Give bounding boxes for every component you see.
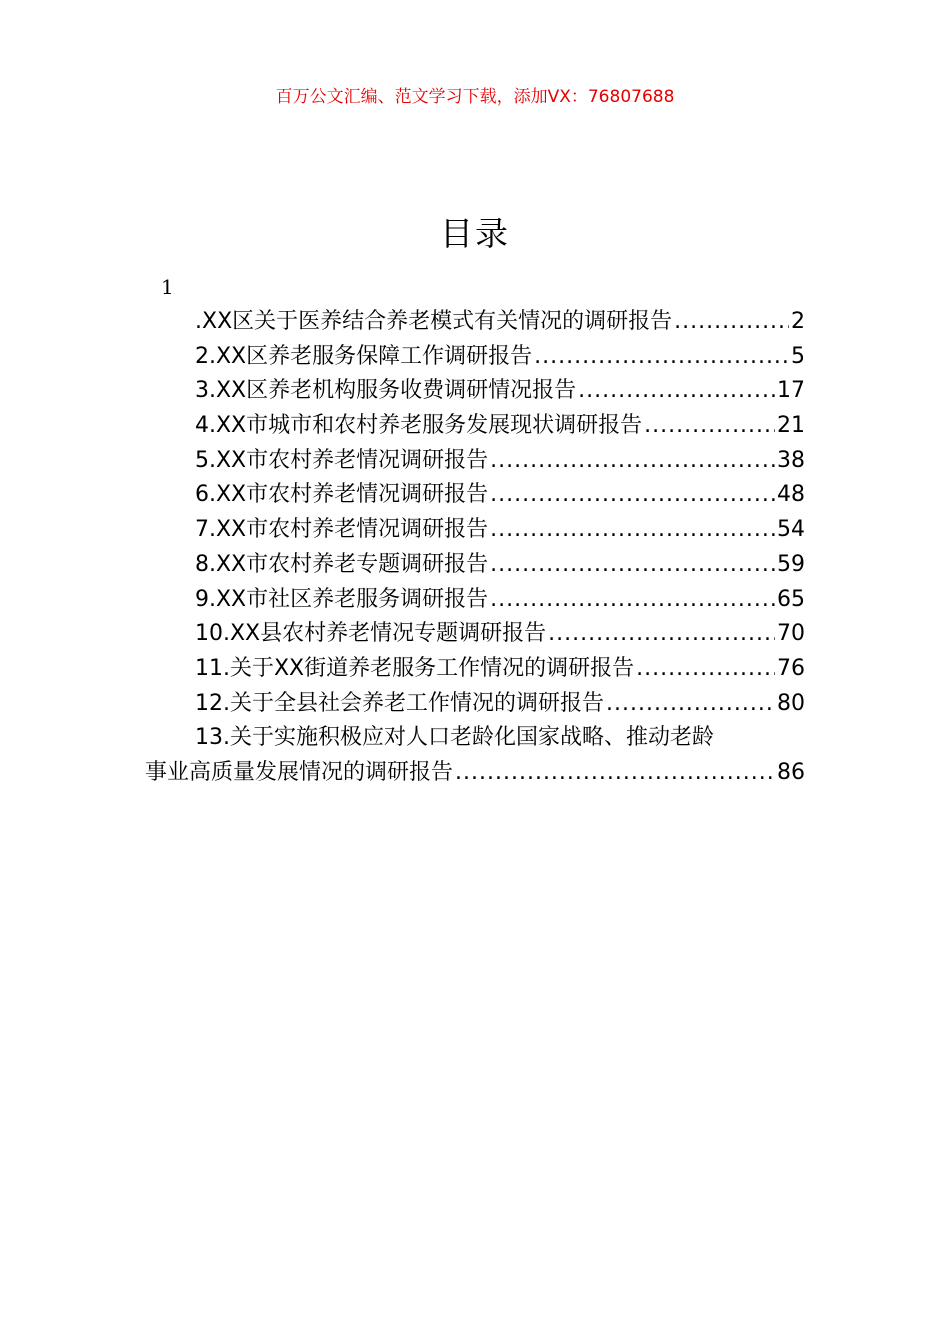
toc-entry[interactable] [145, 513, 805, 548]
toc-leader-dots [455, 756, 775, 791]
toc-leader-dots [636, 652, 775, 687]
toc-entry-page: 5 [791, 343, 805, 369]
toc-entry-title: 4.XX市城市和农村养老服务发展现状调研报告 [195, 413, 643, 439]
toc-entry-title: 6.XX市农村养老情况调研报告 [195, 482, 489, 508]
toc-entry[interactable] [145, 548, 805, 583]
toc-entry-page: 59 [777, 551, 805, 577]
toc-entry-title-continued: 事业高质量发展情况的调研报告 [145, 759, 454, 785]
toc-entry[interactable] [145, 583, 805, 618]
toc-entry[interactable] [145, 478, 805, 513]
toc-entry[interactable] [145, 444, 805, 479]
toc-entry-page: 17 [777, 378, 805, 404]
toc-entry-page: 48 [777, 482, 805, 508]
toc-leader-dots [674, 305, 789, 340]
toc-leader-dots [490, 548, 775, 583]
toc-entry-wrapped-first-line[interactable] [145, 721, 805, 756]
toc-entry[interactable] [145, 305, 805, 340]
toc-entry-title: 11.关于XX街道养老服务工作情况的调研报告 [195, 655, 635, 681]
toc-entry-title: 13.关于实施积极应对人口老龄化国家战略、推动老龄 [195, 725, 714, 751]
toc-leader-dots [490, 513, 775, 548]
toc-entry-page: 38 [777, 447, 805, 473]
stray-number: 1 [161, 275, 174, 299]
toc-entry-title: .XX区关于医养结合养老模式有关情况的调研报告 [195, 309, 673, 334]
toc-entry-page: 80 [777, 690, 805, 716]
toc-entry[interactable] [145, 374, 805, 409]
toc-leader-dots [578, 374, 775, 409]
toc-leader-dots [534, 340, 789, 375]
page-title: 目录 [440, 214, 510, 253]
toc-list [145, 305, 805, 791]
toc-entry-title: 7.XX市农村养老情况调研报告 [195, 517, 489, 543]
toc-entry-title: 5.XX市农村养老情况调研报告 [195, 447, 489, 473]
toc-entry-title: 8.XX市农村养老专题调研报告 [195, 551, 489, 577]
toc-entry-title: 3.XX区养老机构服务收费调研情况报告 [195, 378, 577, 404]
toc-entry[interactable] [145, 652, 805, 687]
toc-entry-title: 10.XX县农村养老情况专题调研报告 [195, 621, 547, 647]
toc-entry-wrapped-second-line[interactable] [145, 756, 805, 791]
toc-entry[interactable] [145, 687, 805, 722]
toc-entry-page: 76 [777, 655, 805, 681]
toc-entry-page: 86 [777, 759, 805, 785]
toc-entry-title: 12.关于全县社会养老工作情况的调研报告 [195, 690, 604, 716]
toc-leader-dots [644, 409, 775, 444]
toc-entry[interactable] [145, 340, 805, 375]
toc-leader-dots [490, 583, 775, 618]
toc-entry-title: 9.XX市社区养老服务调研报告 [195, 586, 489, 612]
header-note: 百万公文汇编、范文学习下载，添加VX：76807688 [275, 87, 675, 107]
toc-entry[interactable] [145, 409, 805, 444]
toc-leader-dots [606, 687, 775, 722]
toc-entry-page: 70 [777, 621, 805, 647]
toc-leader-dots [490, 478, 775, 513]
toc-leader-dots [490, 444, 775, 479]
toc-entry-page: 2 [791, 309, 805, 334]
toc-entry-page: 54 [777, 517, 805, 543]
toc-leader-dots [548, 617, 775, 652]
toc-entry[interactable] [145, 617, 805, 652]
toc-entry-page: 65 [777, 586, 805, 612]
toc-entry-page: 21 [777, 413, 805, 439]
toc-entry-title: 2.XX区养老服务保障工作调研报告 [195, 343, 533, 369]
